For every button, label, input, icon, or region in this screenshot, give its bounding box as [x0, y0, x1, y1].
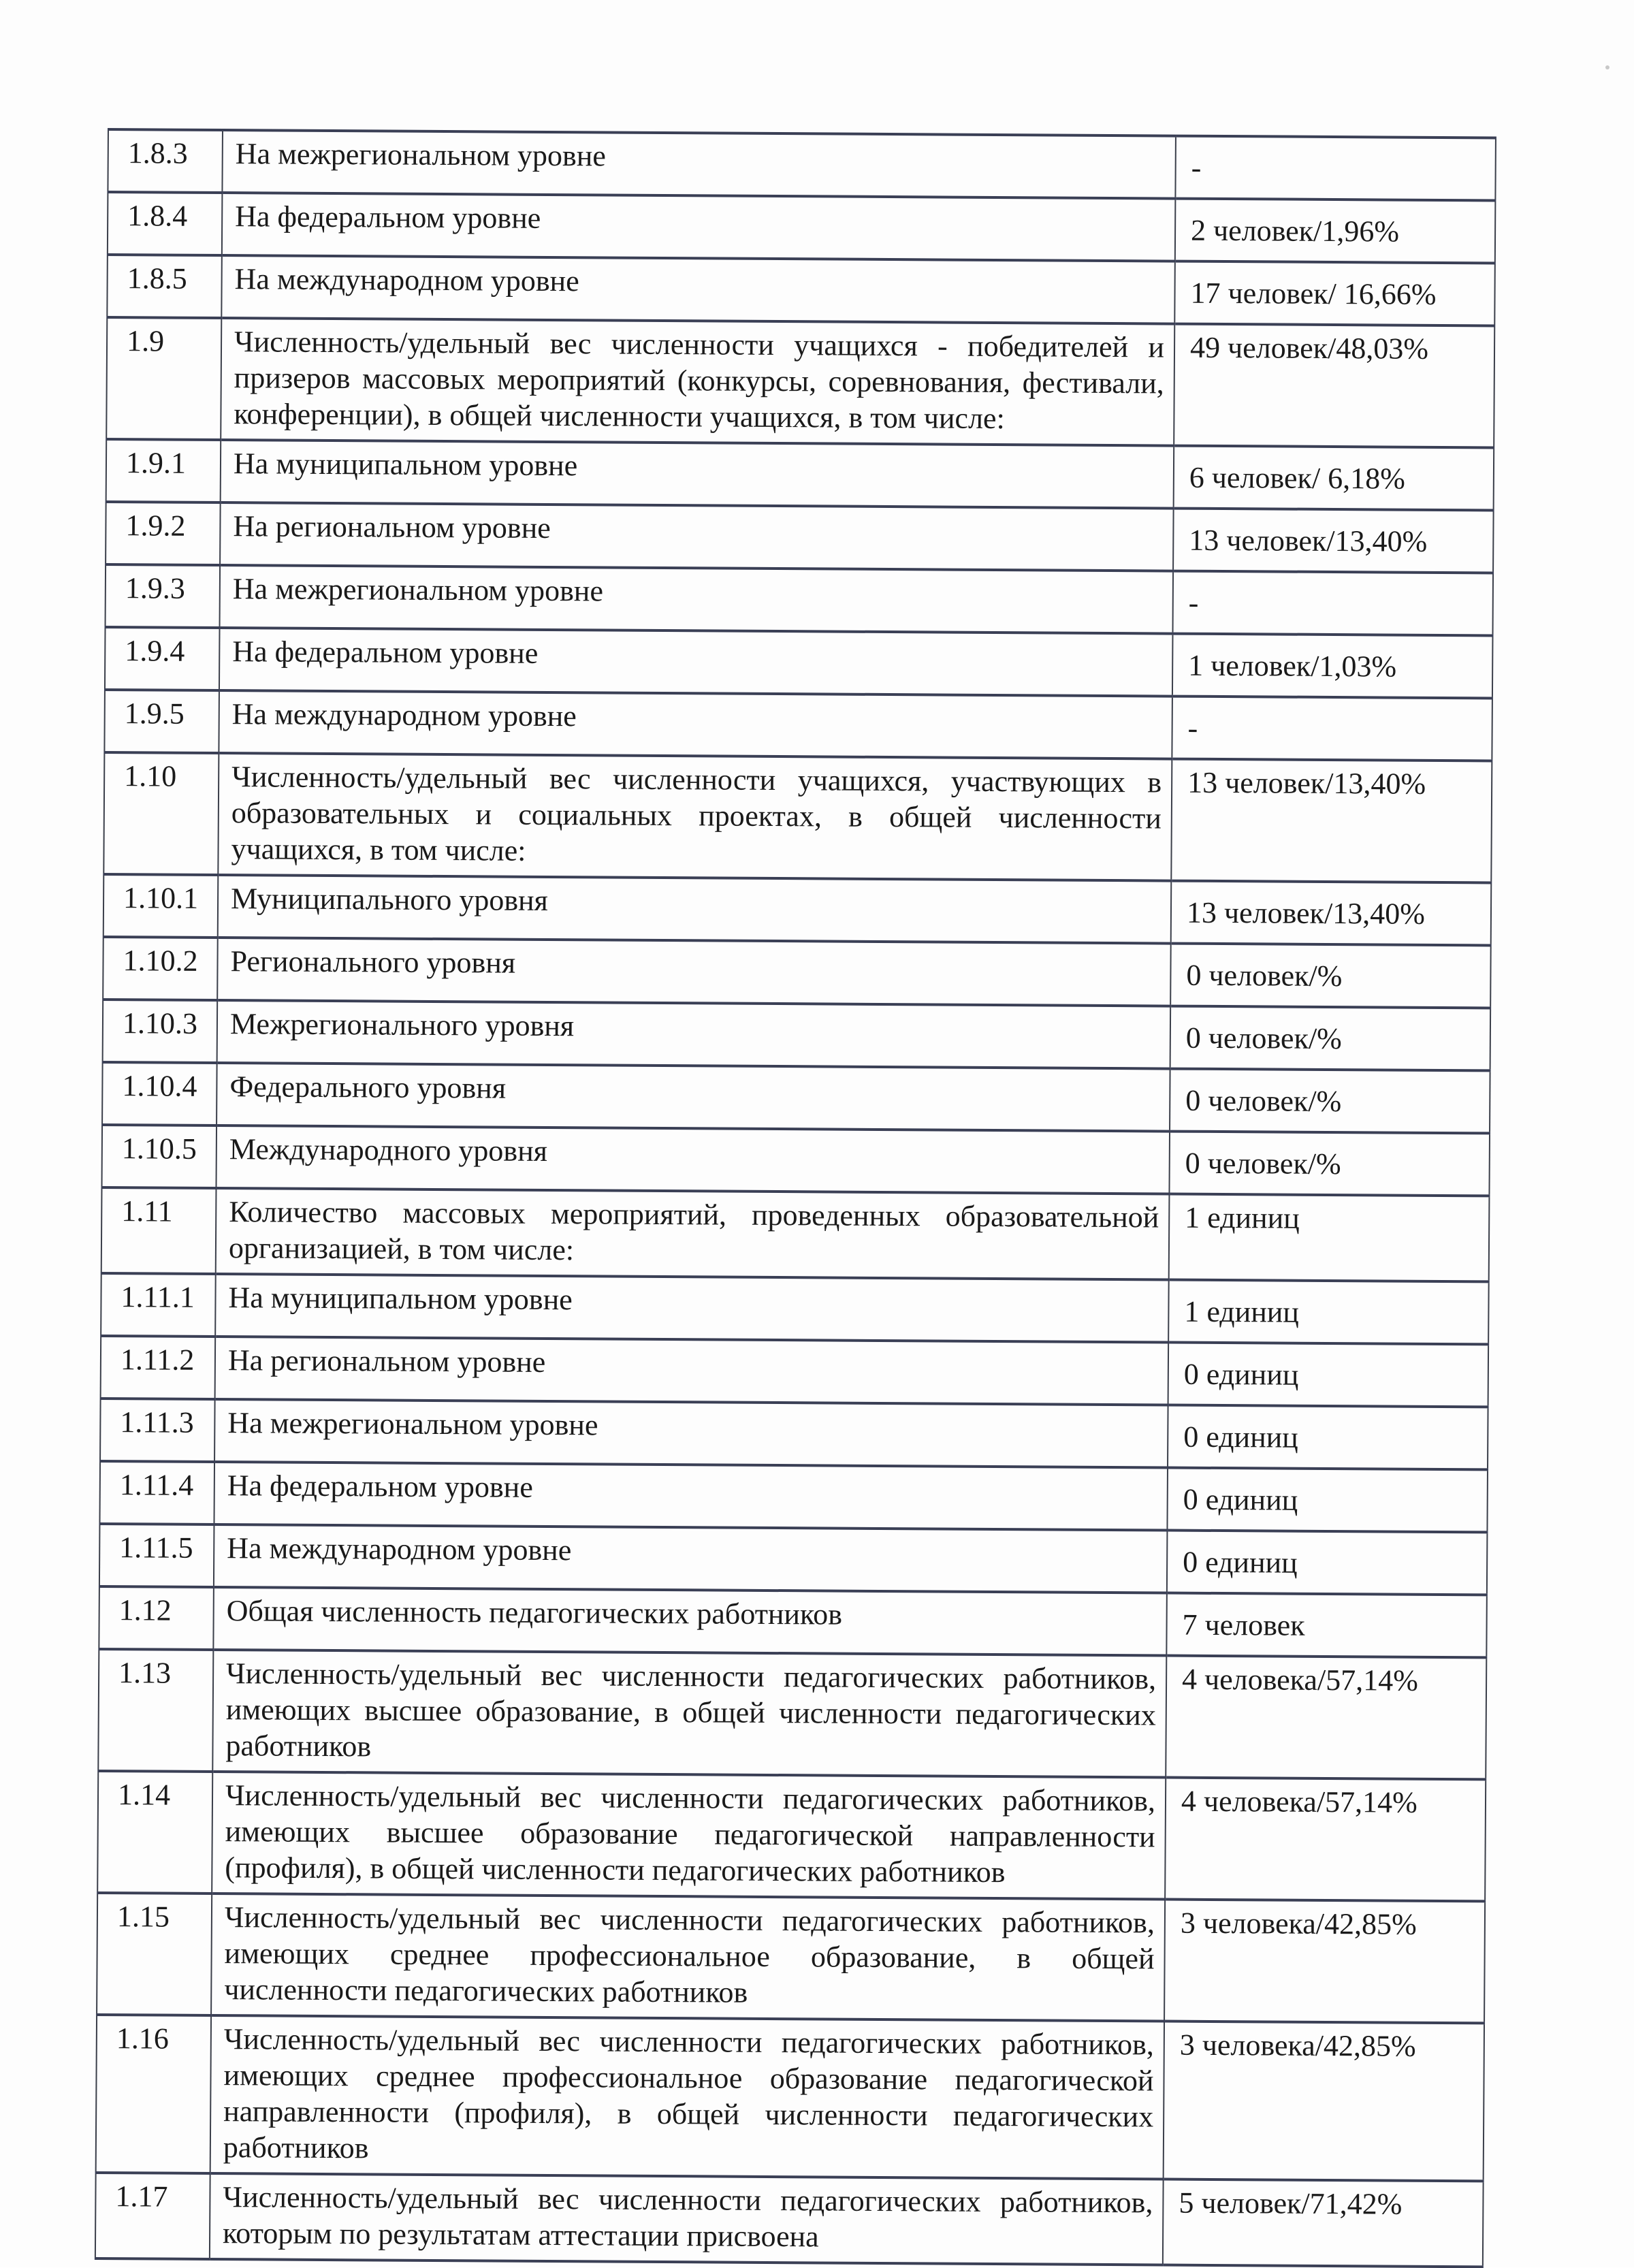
table-row [103, 752, 1492, 882]
table-row [97, 1771, 1486, 1901]
table-row [101, 1125, 1490, 1196]
table-row [101, 1273, 1489, 1344]
row-description: На региональном уровне [220, 502, 1174, 571]
row-description: Численность/удельный вес численности педагогических работников, имеющих среднее профессиональное образование, в общей численности педагогических работников [211, 1894, 1165, 2022]
row-value: 0 единиц [1167, 1468, 1488, 1533]
row-number: 1.9.5 [104, 690, 219, 753]
scan-speck [1605, 65, 1609, 69]
row-description: Регионального уровня [217, 938, 1171, 1006]
row-number: 1.10.4 [102, 1062, 217, 1125]
indicators-table [95, 128, 1496, 2268]
row-value: 4 человека/57,14% [1166, 1656, 1486, 1780]
row-value: 0 человек/% [1169, 1132, 1490, 1196]
row-description: Численность/удельный вес численности педагогических работников, которым по результатам аттестации присвоена [210, 2173, 1164, 2265]
row-number: 1.15 [97, 1893, 212, 2015]
row-value: 1 единиц [1168, 1280, 1489, 1345]
row-description: На межрегиональном уровне [214, 1399, 1168, 1468]
table-row [101, 1187, 1490, 1281]
table-row [102, 1062, 1490, 1133]
row-number: 1.13 [98, 1649, 213, 1772]
row-number: 1.11.2 [101, 1336, 216, 1399]
table-row [107, 255, 1495, 325]
row-number: 1.9.2 [106, 502, 221, 565]
row-number: 1.10.5 [101, 1125, 217, 1188]
row-number: 1.11.4 [99, 1461, 214, 1524]
row-value: 0 единиц [1168, 1405, 1488, 1470]
row-description: На международном уровне [214, 1524, 1168, 1593]
table-row [105, 627, 1493, 698]
row-value: 0 человек/% [1170, 1069, 1490, 1134]
row-description: Численность/удельный вес численности педагогических работников, имеющих высшее образование, в общей численности педагогических работников [212, 1650, 1166, 1778]
table-row [103, 874, 1492, 945]
row-value: 4 человека/57,14% [1165, 1778, 1486, 1902]
row-description: Международного уровня [216, 1125, 1170, 1194]
row-value: 2 человек/1,96% [1175, 199, 1496, 263]
row-value: 0 человек/% [1170, 944, 1491, 1008]
row-value: 0 единиц [1167, 1531, 1488, 1595]
row-number: 1.11.3 [100, 1399, 215, 1462]
table-row [108, 129, 1496, 200]
row-number: 1.10.3 [103, 1000, 218, 1063]
row-description: Общая численность педагогических работников [213, 1587, 1167, 1656]
row-number: 1.9 [106, 317, 221, 440]
table-row [99, 1524, 1488, 1595]
row-number: 1.11.1 [101, 1273, 216, 1337]
row-description: Численность/удельный вес численности педагогических работников, имеющих среднее профессиональное образование педагогической направленности (профиля), в общей численности педагогических работников [210, 2015, 1164, 2179]
row-description: Муниципального уровня [218, 875, 1172, 944]
table-row [101, 1336, 1489, 1407]
row-number: 1.16 [96, 2015, 211, 2173]
row-value: - [1175, 136, 1496, 201]
row-number: 1.10.2 [103, 937, 218, 1000]
row-value: - [1172, 697, 1492, 761]
table-row [99, 1586, 1487, 1657]
row-value: 1 человек/1,03% [1172, 634, 1493, 699]
table-row [103, 1000, 1491, 1070]
row-number: 1.12 [99, 1586, 214, 1650]
row-description: Численность/удельный вес численности учащихся - победителей и призеров массовых мероприятий (конкурсы, соревнования, фестивали, конференции), в общей численности учащихся, в том числе: [221, 318, 1174, 446]
table-row [106, 317, 1494, 447]
row-number: 1.11 [101, 1187, 217, 1274]
row-number: 1.11.5 [99, 1524, 214, 1587]
row-value: - [1172, 571, 1493, 636]
row-description: На муниципальном уровне [215, 1274, 1169, 1343]
row-description: Численность/удельный вес численности педагогических работников, имеющих высшее образование педагогической направленности (профиля), в общей численности педагогических работников [212, 1772, 1166, 1900]
row-value: 5 человек/71,42% [1163, 2179, 1484, 2267]
row-number: 1.8.4 [108, 192, 223, 255]
row-description: На международном уровне [221, 255, 1175, 324]
row-number: 1.8.5 [107, 255, 222, 318]
row-value: 17 человек/ 16,66% [1174, 261, 1495, 326]
table-row [99, 1461, 1488, 1532]
row-description: Количество массовых мероприятий, проведенных образовательной организацией, в том числе: [216, 1188, 1170, 1280]
row-value: 3 человека/42,85% [1164, 2022, 1484, 2182]
table-row [95, 2173, 1484, 2267]
table-row [104, 690, 1492, 761]
row-number: 1.9.4 [105, 627, 220, 690]
row-description: На федеральном уровне [219, 628, 1173, 697]
row-value: 13 человек/13,40% [1173, 509, 1494, 573]
table-row [103, 937, 1491, 1008]
table-row [100, 1399, 1488, 1469]
row-description: На федеральном уровне [222, 193, 1176, 261]
row-description: Численность/удельный вес численности учащихся, участвующих в образовательных и социальных проектах, в общей численности учащихся, в том числе: [218, 753, 1172, 881]
row-description: На региональном уровне [215, 1337, 1169, 1405]
row-description: Федерального уровня [217, 1063, 1170, 1132]
row-value: 0 человек/% [1170, 1006, 1491, 1071]
row-value: 13 человек/13,40% [1171, 881, 1492, 946]
row-description: Межрегионального уровня [217, 1000, 1171, 1069]
table-row [98, 1649, 1486, 1779]
row-value: 1 единиц [1169, 1194, 1490, 1282]
row-number: 1.10 [103, 752, 219, 875]
row-description: На федеральном уровне [214, 1462, 1168, 1531]
row-number: 1.8.3 [108, 129, 223, 193]
table-row [106, 439, 1494, 510]
table-row [108, 192, 1496, 263]
row-number: 1.9.1 [106, 439, 221, 502]
row-number: 1.17 [95, 2173, 210, 2259]
row-number: 1.9.3 [106, 564, 221, 628]
row-description: На муниципальном уровне [221, 440, 1174, 509]
row-number: 1.14 [97, 1771, 212, 1894]
row-value: 7 человек [1166, 1593, 1487, 1658]
table-row [96, 2015, 1484, 2181]
row-description: На межрегиональном уровне [222, 130, 1176, 199]
row-value: 3 человека/42,85% [1164, 1900, 1485, 2024]
table-row [97, 1893, 1485, 2023]
row-value: 13 человек/13,40% [1171, 759, 1492, 883]
table-row [106, 502, 1494, 573]
row-description: На межрегиональном уровне [220, 565, 1174, 634]
row-number: 1.10.1 [103, 874, 219, 938]
row-description: На международном уровне [219, 690, 1172, 759]
table-row [106, 564, 1494, 635]
row-value: 49 человек/48,03% [1174, 324, 1494, 448]
row-value: 0 единиц [1168, 1343, 1489, 1407]
row-value: 6 человек/ 6,18% [1174, 446, 1494, 511]
